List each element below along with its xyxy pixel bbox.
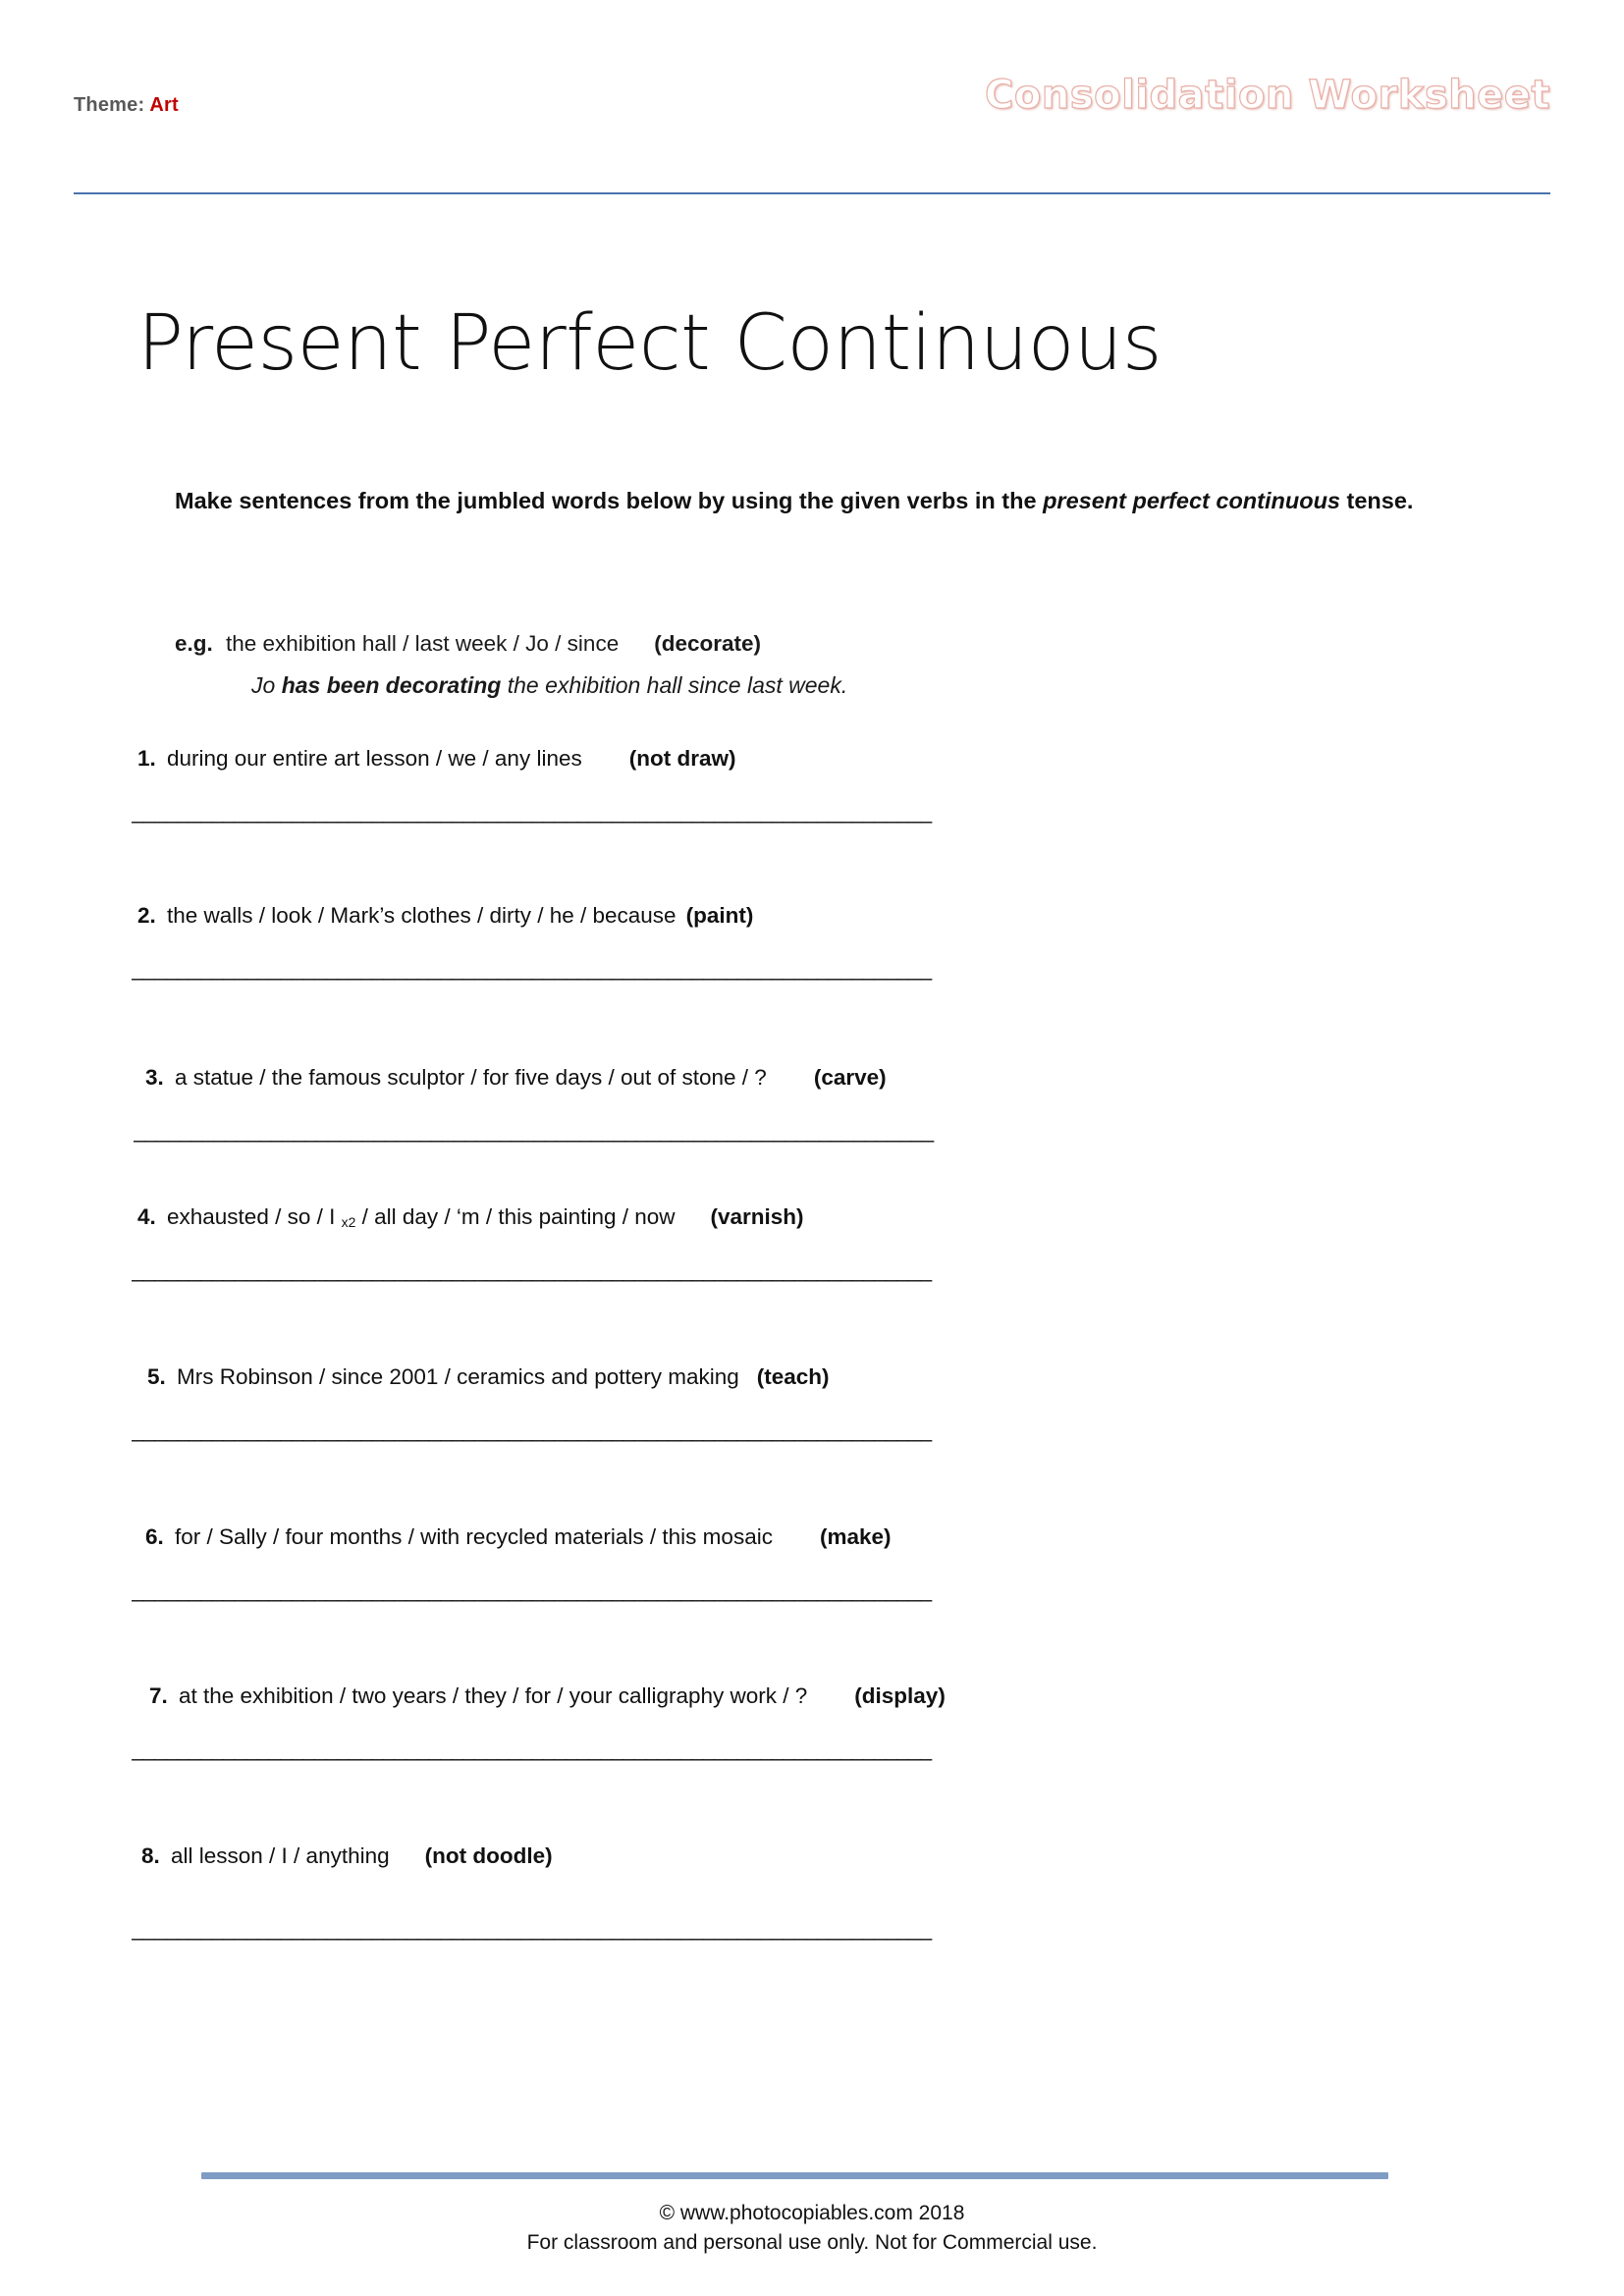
question-number-5: 5. [147,1364,166,1389]
question-item-7 [132,1683,1516,1762]
question-words-4: exhausted / so / I $_{x2}$ / all day / ‘m / this painting / now [167,1204,676,1231]
question-verb-8: (not doodle) [424,1843,553,1868]
question-words-1: during our entire art lesson / we / any lines [167,746,582,771]
question-number-8: 8. [141,1843,160,1868]
example-label: e.g. [175,631,213,656]
worksheet-type-title: Consolidation Worksheet [984,73,1550,118]
question-item-1 [132,746,1516,825]
question-prompt-6 [145,1524,1516,1550]
footer-usage-note: For classroom and personal use only. Not for Commercial use. [526,2231,1098,2255]
instructions-part1: Make sentences from the jumbled words below by using the given verbs in the [175,488,1044,513]
question-prompt-2 [137,903,1516,929]
question-words-3: a statue / the famous sculptor / for five days / out of stone / ? [175,1065,767,1090]
question-words-2: the walls / look / Mark’s clothes / dirty / he / because [167,903,677,928]
example-answer-prefix: Jo [251,672,282,698]
instructions [175,483,1496,518]
question-prompt-3 [145,1065,1516,1091]
instructions-emphasis: present perfect continuous [1043,488,1340,513]
question-number-3: 3. [145,1065,164,1090]
question-number-1: 1. [137,746,156,771]
theme-label [74,94,179,117]
example-verb: (decorate) [654,631,761,656]
header-divider [74,192,1550,194]
question-verb-1: (not draw) [628,746,736,771]
question-words-6: for / Sally / four months / with recycled materials / this mosaic [175,1524,773,1549]
example-answer [251,667,1496,704]
question-number-4: 4. [137,1204,156,1229]
question-item-6 [132,1524,1516,1603]
answer-line-8[interactable]: ______________________________________________________________________ [132,1916,932,1941]
question-verb-3: (carve) [813,1065,887,1090]
question-verb-7: (display) [854,1683,946,1708]
footer [0,2199,1624,2259]
footer-copyright: © www.photocopiables.com 2018 [659,2202,965,2224]
question-verb-4: (varnish) [710,1204,804,1229]
question-item-5 [132,1364,1516,1443]
footer-divider [201,2172,1388,2179]
answer-line-4[interactable]: ______________________________________________________________________ [132,1257,932,1282]
question-verb-6: (make) [819,1524,892,1549]
question-item-3 [134,1065,1516,1144]
question-words-8: all lesson / I / anything [171,1843,390,1868]
question-verb-2: (paint) [685,903,754,928]
answer-line-3[interactable]: ______________________________________________________________________ [134,1118,934,1143]
answer-line-7[interactable]: ______________________________________________________________________ [132,1736,932,1761]
question-item-2 [132,903,1516,982]
question-prompt-8 [141,1843,1516,1869]
example-answer-bold: has been decorating [281,672,502,698]
question-verb-5: (teach) [756,1364,830,1389]
question-words-7: at the exhibition / two years / they / for / your calligraphy work / ? [179,1683,808,1708]
answer-line-6[interactable]: ______________________________________________________________________ [132,1577,932,1602]
question-item-4 [132,1204,1516,1283]
example-answer-suffix: the exhibition hall since last week. [501,672,848,698]
page-header [74,73,1550,141]
answer-line-1[interactable]: ______________________________________________________________________ [132,799,932,824]
question-prompt-1 [137,746,1516,772]
question-number-6: 6. [145,1524,164,1549]
example-block [175,626,1496,704]
question-prompt-5 [147,1364,1516,1390]
instructions-part2: tense. [1340,488,1414,513]
question-words-5: Mrs Robinson / since 2001 / ceramics and pottery making [177,1364,739,1389]
example-prompt [175,626,1496,662]
answer-line-5[interactable]: ______________________________________________________________________ [132,1417,932,1442]
question-prompt-4 [137,1204,1516,1230]
theme-label-text: Theme: [74,94,145,116]
example-words: the exhibition hall / last week / Jo / since [226,631,620,656]
answer-line-2[interactable]: ______________________________________________________________________ [132,956,932,981]
question-number-2: 2. [137,903,156,928]
theme-value: Art [149,94,179,116]
question-prompt-7 [149,1683,1516,1709]
question-number-7: 7. [149,1683,168,1708]
question-item-8 [132,1843,1516,1942]
page-title: Present Perfect Continuous [137,299,1163,388]
